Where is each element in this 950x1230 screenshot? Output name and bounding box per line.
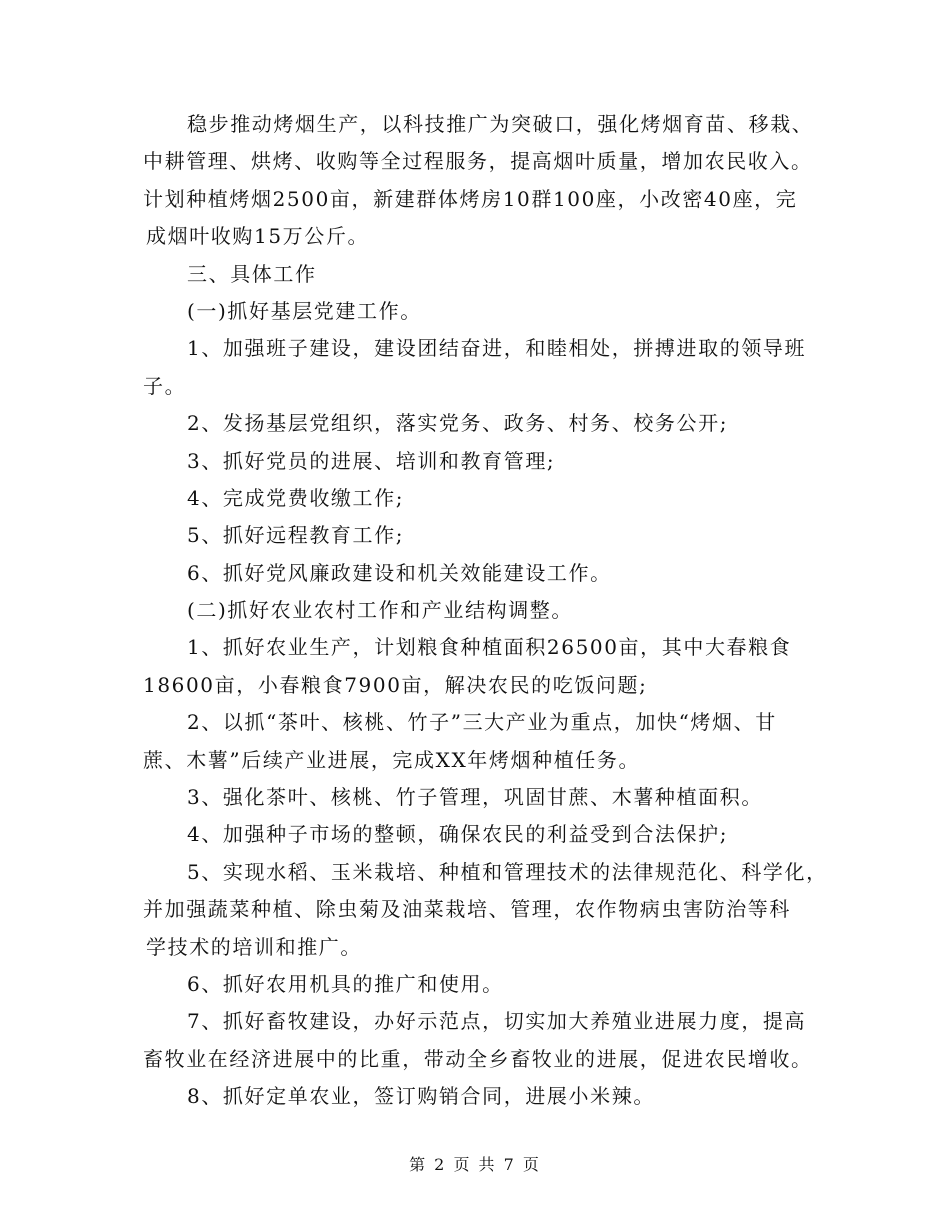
document-body (143, 106, 828, 1116)
text-line: (一)抓好基层党建工作。 (187, 298, 422, 323)
text-line: 学技术的培训和推广。 (146, 934, 362, 959)
text-line: 蔗、木薯”后续产业进展，完成XX年烤烟种植任务。 (143, 747, 641, 772)
text-line: 6、抓好农用机具的推广和使用。 (187, 971, 504, 996)
text-line: 5、抓好远程教育工作; (187, 523, 405, 548)
text-line: (二)抓好农业农村工作和产业结构调整。 (187, 598, 574, 623)
text-line: 成烟叶收购15万公斤。 (146, 224, 370, 249)
text-line: 6、抓好党风廉政建设和机关效能建设工作。 (187, 560, 612, 585)
text-line: 7、抓好畜牧建设，办好示范点，切实加大养殖业进展力度，提高 (187, 1009, 807, 1034)
text-line: 18600亩，小春粮食7900亩，解决农民的吃饭问题; (143, 672, 648, 697)
text-line: 1、抓好农业生产，计划粮食种植面积26500亩，其中大春粮食 (187, 635, 792, 660)
text-line: 子。 (143, 373, 187, 398)
text-line: 8、抓好定单农业，签订购销合同，进展小米辣。 (187, 1084, 655, 1109)
text-line: 计划种植烤烟2500亩，新建群体烤房10群100座，小改密40座，完 (143, 186, 798, 211)
text-line: 4、加强种子市场的整顿，确保农民的利益受到合法保护; (187, 822, 729, 847)
page-footer: 第 2 页 共 7 页 (409, 1155, 541, 1174)
text-line: 3、抓好党员的进展、培训和教育管理; (187, 448, 556, 473)
text-line: 稳步推动烤烟生产，以科技推广为突破口，强化烤烟育苗、移栽、 (187, 112, 814, 136)
text-line: 三、具体工作 (187, 261, 317, 286)
text-line: 2、以抓“茶叶、核桃、竹子”三大产业为重点，加快“烤烟、甘 (187, 710, 777, 735)
text-line: 畜牧业在经济进展中的比重，带动全乡畜牧业的进展，促进农民增收。 (143, 1046, 813, 1071)
text-line: 中耕管理、烘烤、收购等全过程服务，提高烟叶质量，增加农民收入。 (143, 149, 813, 174)
text-line: 2、发扬基层党组织，落实党务、政务、村务、校务公开; (187, 411, 729, 436)
text-line: 3、强化茶叶、核桃、竹子管理，巩固甘蔗、木薯种植面积。 (187, 785, 763, 810)
text-line: 4、完成党费收缴工作; (187, 485, 405, 510)
text-line: 5、实现水稻、玉米栽培、种植和管理技术的法律规范化、科学化， (187, 859, 828, 884)
text-line: 并加强蔬菜种植、除虫菊及油菜栽培、管理，农作物病虫害防治等科 (143, 897, 791, 922)
text-line: 1、加强班子建设，建设团结奋进，和睦相处，拼搏进取的领导班 (187, 336, 807, 361)
